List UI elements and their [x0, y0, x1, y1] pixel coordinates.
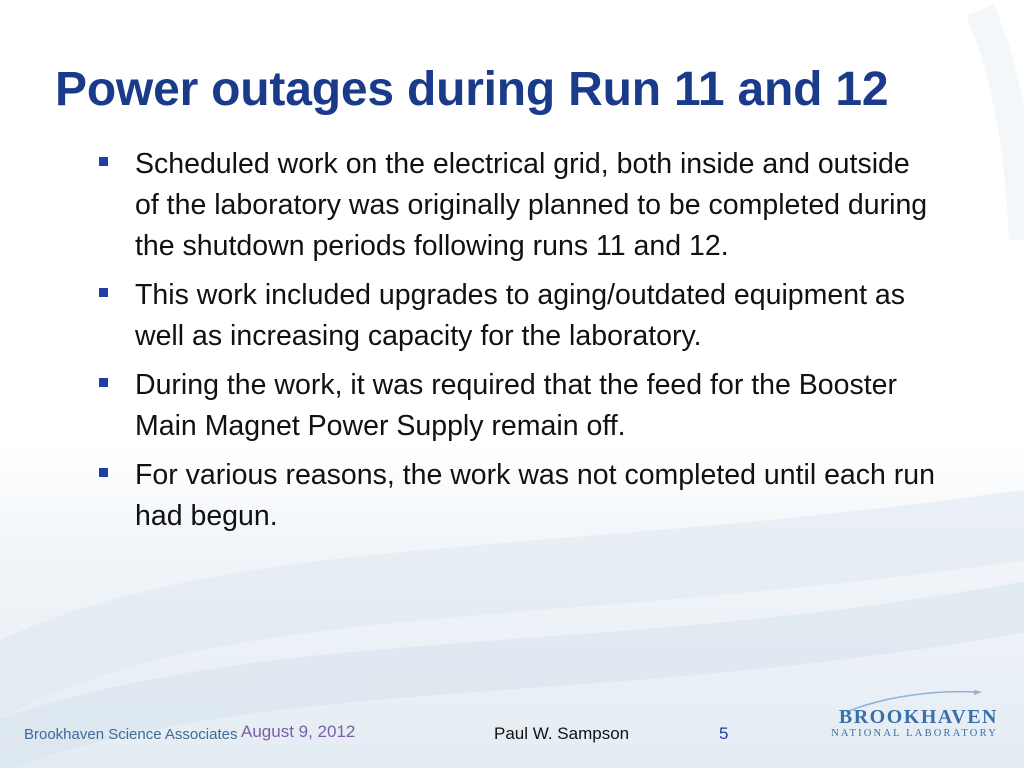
logo-subtitle: NATIONAL LABORATORY: [831, 728, 998, 739]
footer-author: Paul W. Sampson: [494, 724, 630, 743]
slide-title: Power outages during Run 11 and 12: [55, 63, 889, 116]
square-bullet-icon: [99, 288, 108, 297]
page-number: 5: [719, 724, 729, 743]
bullet-text: Scheduled work on the electrical grid, both inside and outside of the laboratory was originally planned to be completed during the shutdown periods following runs 11 and 12.: [135, 148, 928, 262]
bullet-text: This work included upgrades to aging/outdated equipment as well as increasing capacity for the laboratory.: [135, 279, 906, 352]
brookhaven-logo: [826, 688, 1002, 748]
bullet-text: During the work, it was required that the feed for the Booster Main Magnet Power Supply remain off.: [135, 369, 897, 442]
bullet-item: [97, 275, 937, 357]
square-bullet-icon: [99, 468, 108, 477]
logo-name: BROOKHAVEN: [838, 706, 998, 728]
footer-organization: Brookhaven Science Associates: [24, 726, 238, 743]
bullet-list: [97, 144, 937, 545]
square-bullet-icon: [99, 157, 108, 166]
bullet-item: [97, 455, 937, 537]
bullet-text: For various reasons, the work was not completed until each run had begun.: [135, 459, 935, 532]
bullet-item: [97, 365, 937, 447]
footer-date: August 9, 2012: [241, 722, 356, 741]
bullet-item: [97, 144, 937, 267]
square-bullet-icon: [99, 378, 108, 387]
